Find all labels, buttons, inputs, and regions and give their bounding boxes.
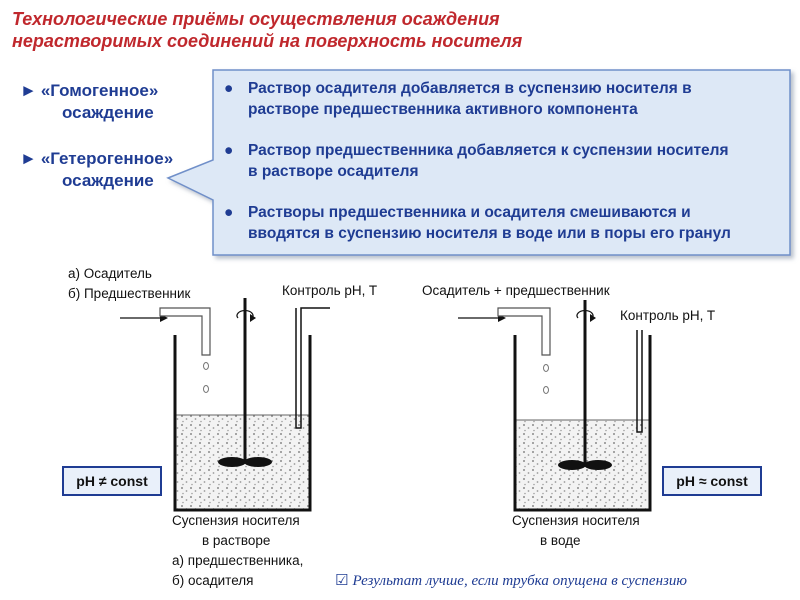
checkbox-icon: ☑	[335, 571, 349, 589]
arrow-bullet-icon: ►	[20, 81, 37, 100]
left-caption-3: а) предшественника,	[172, 553, 304, 568]
callout-item-line-1: Раствор предшественника добавляется к суспензии носителя	[248, 142, 729, 159]
result-note	[335, 571, 687, 590]
callout-item	[222, 78, 782, 120]
bullet-dot-icon: ●	[224, 204, 234, 221]
callout-item-line-2: вводятся в суспензию носителя в воде или в поры его гранул	[248, 225, 731, 242]
right-feed-label: Осадитель + предшественник	[422, 283, 610, 298]
left-ph-probe	[296, 308, 330, 428]
left-caption-1: Суспензия носителя	[172, 513, 300, 528]
bullet-dot-icon: ●	[224, 142, 234, 159]
method-label: «Гетерогенное»	[40, 149, 174, 168]
right-control-label: Контроль pH, T	[620, 308, 716, 323]
left-control-label: Контроль pH, T	[282, 283, 378, 298]
left-feed-label-b: б) Предшественник	[68, 286, 191, 301]
method-label: «Гомогенное»	[40, 81, 159, 100]
callout-item-line-2: растворе предшественника активного компонента	[248, 101, 638, 118]
result-text: Результат лучше, если трубка опущена в суспензию	[352, 573, 687, 589]
title-line-2: нерастворимых соединений на поверхность носителя	[12, 31, 523, 51]
left-feed-pipe	[120, 308, 210, 393]
left-vessel	[175, 335, 310, 510]
right-vessel	[515, 335, 650, 510]
right-caption-1: Суспензия носителя	[512, 513, 640, 528]
left-ph-badge: pH ≠ const	[62, 466, 162, 496]
right-ph-probe	[637, 330, 642, 432]
title-line-1: Технологические приёмы осуществления осаждения	[12, 9, 500, 29]
right-ph-badge: pH ≈ const	[662, 466, 762, 496]
right-caption-2: в воде	[540, 533, 581, 548]
callout-bullets	[222, 78, 782, 264]
right-feed-pipe	[458, 308, 550, 394]
left-caption-2: в растворе	[202, 533, 271, 548]
method-label-2: осаждение	[62, 171, 154, 190]
callout-item-line-1: Раствор осадителя добавляется в суспензию носителя в	[248, 80, 692, 97]
callout-item	[222, 202, 782, 244]
callout-item	[222, 140, 782, 182]
callout-item-line-1: Растворы предшественника и осадителя смешиваются и	[248, 204, 691, 221]
method-label-2: осаждение	[62, 103, 154, 122]
left-caption-4: б) осадителя	[172, 573, 254, 588]
arrow-bullet-icon: ►	[20, 149, 37, 168]
bullet-dot-icon: ●	[224, 80, 234, 97]
callout-item-line-2: в растворе осадителя	[248, 163, 419, 180]
left-feed-label-a: а) Осадитель	[68, 266, 152, 281]
